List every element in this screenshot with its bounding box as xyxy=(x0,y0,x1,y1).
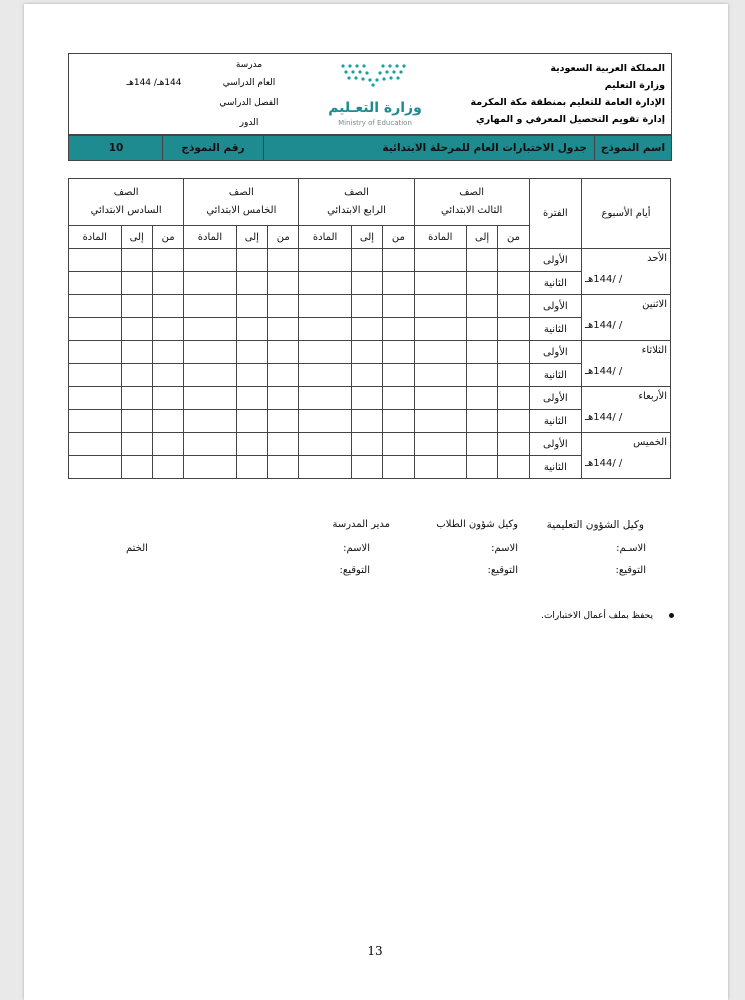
schedule-entry-cell[interactable] xyxy=(466,364,497,387)
principal-title: مدير المدرسة xyxy=(332,519,390,530)
round-label: الدور xyxy=(239,118,259,128)
schedule-entry-cell[interactable] xyxy=(498,433,529,456)
period-cell: الثانية xyxy=(529,456,581,479)
table-row xyxy=(69,318,671,341)
filing-note xyxy=(494,611,674,621)
schedule-entry-cell[interactable] xyxy=(268,387,299,410)
schedule-entry-cell[interactable] xyxy=(152,295,183,318)
schedule-entry-cell[interactable] xyxy=(498,364,529,387)
schedule-entry-cell[interactable] xyxy=(184,364,236,387)
table-row xyxy=(69,272,671,295)
day-cell xyxy=(582,341,671,387)
schedule-entry-cell[interactable] xyxy=(121,364,152,387)
schedule-entry-cell[interactable] xyxy=(184,341,236,364)
academic-deputy-sign-label: التوقيع: xyxy=(615,565,646,576)
schedule-entry-cell[interactable] xyxy=(268,410,299,433)
day-date: / /144هـ xyxy=(585,412,623,423)
schedule-entry-cell[interactable] xyxy=(414,272,466,295)
ministry-heading xyxy=(455,60,665,128)
schedule-entry-cell[interactable] xyxy=(121,249,152,272)
schedule-entry-cell[interactable] xyxy=(69,410,122,433)
schedule-entry-cell[interactable] xyxy=(498,295,529,318)
principal-name-label: الاسم: xyxy=(343,543,370,554)
schedule-entry-cell[interactable] xyxy=(236,295,267,318)
schedule-entry-cell[interactable] xyxy=(414,295,466,318)
schedule-entry-cell[interactable] xyxy=(498,387,529,410)
page-number: 13 xyxy=(367,944,383,958)
from-header: من xyxy=(268,226,299,249)
schedule-entry-cell[interactable] xyxy=(299,456,351,479)
schedule-entry-cell[interactable] xyxy=(498,456,529,479)
schedule-entry-cell[interactable] xyxy=(383,364,414,387)
grade-header xyxy=(299,179,414,226)
schedule-entry-cell[interactable] xyxy=(236,456,267,479)
day-name: الأربعاء xyxy=(638,391,667,402)
grade-header-line1: الصف xyxy=(113,187,139,198)
evaluation-line: إدارة تقويم التحصيل المعرفي و المهاري xyxy=(475,114,665,125)
schedule-entry-cell[interactable] xyxy=(69,433,122,456)
subject-header: المادة xyxy=(184,226,236,249)
schedule-entry-cell[interactable] xyxy=(121,456,152,479)
student-deputy-title: وكيل شؤون الطلاب xyxy=(436,519,518,530)
schedule-entry-cell[interactable] xyxy=(268,249,299,272)
schedule-entry-cell[interactable] xyxy=(69,249,122,272)
form-name-value: جدول الاختبارات العام للمرحلة الابتدائية xyxy=(263,136,595,160)
form-number-value: 10 xyxy=(108,142,124,154)
to-header: إلى xyxy=(121,226,152,249)
schedule-entry-cell[interactable] xyxy=(268,295,299,318)
schedule-entry-cell[interactable] xyxy=(383,272,414,295)
period-cell: الأولى xyxy=(529,433,581,456)
from-header: من xyxy=(498,226,529,249)
grade-header-line2: الرابع الابتدائي xyxy=(327,205,386,216)
schedule-entry-cell[interactable] xyxy=(414,318,466,341)
schedule-entry-cell[interactable] xyxy=(152,249,183,272)
schedule-entry-cell[interactable] xyxy=(466,318,497,341)
stamp-label: الختم xyxy=(126,543,148,554)
directorate-line: الإدارة العامة للتعليم بمنطقة مكة المكرمة xyxy=(470,97,665,108)
year-label: العام الدراسي xyxy=(222,78,276,88)
schedule-entry-cell[interactable] xyxy=(69,295,122,318)
table-row xyxy=(69,249,671,272)
schedule-entry-cell[interactable] xyxy=(351,433,382,456)
grade-header-line1: الصف xyxy=(344,187,369,198)
schedule-entry-cell[interactable] xyxy=(69,318,122,341)
schedule-entry-cell[interactable] xyxy=(299,364,351,387)
schedule-entry-cell[interactable] xyxy=(236,410,267,433)
schedule-entry-cell[interactable] xyxy=(152,456,183,479)
schedule-entry-cell[interactable] xyxy=(383,387,414,410)
principal-sign-label: التوقيع: xyxy=(339,565,370,576)
schedule-entry-cell[interactable] xyxy=(184,272,236,295)
schedule-entry-cell[interactable] xyxy=(268,433,299,456)
day-name: الخميس xyxy=(633,437,667,448)
academic-deputy-name-label: الاسـم: xyxy=(616,543,646,554)
schedule-entry-cell[interactable] xyxy=(498,272,529,295)
schedule-entry-cell[interactable] xyxy=(351,318,382,341)
day-cell xyxy=(582,295,671,341)
schedule-entry-cell[interactable] xyxy=(383,410,414,433)
subject-header: المادة xyxy=(299,226,351,249)
schedule-entry-cell[interactable] xyxy=(152,364,183,387)
days-header: أيام الأسبوع xyxy=(582,179,671,249)
schedule-entry-cell[interactable] xyxy=(121,341,152,364)
schedule-entry-cell[interactable] xyxy=(69,387,122,410)
schedule-entry-cell[interactable] xyxy=(236,318,267,341)
to-header: إلى xyxy=(236,226,267,249)
schedule-entry-cell[interactable] xyxy=(299,341,351,364)
schedule-entry-cell[interactable] xyxy=(351,272,382,295)
year-value: 144هـ/ 144هـ xyxy=(126,78,182,88)
subject-header: المادة xyxy=(69,226,122,249)
schedule-entry-cell[interactable] xyxy=(184,456,236,479)
schedule-entry-cell[interactable] xyxy=(236,249,267,272)
schedule-entry-cell[interactable] xyxy=(121,387,152,410)
schedule-entry-cell[interactable] xyxy=(184,318,236,341)
schedule-entry-cell[interactable] xyxy=(466,295,497,318)
kingdom-line: المملكة العربية السعودية xyxy=(550,63,665,74)
logo-english-text: Ministry of Education xyxy=(338,119,412,127)
schedule-entry-cell[interactable] xyxy=(268,318,299,341)
schedule-entry-cell[interactable] xyxy=(69,272,122,295)
table-row xyxy=(69,456,671,479)
schedule-entry-cell[interactable] xyxy=(69,364,122,387)
schedule-entry-cell[interactable] xyxy=(268,272,299,295)
schedule-entry-cell[interactable] xyxy=(299,295,351,318)
schedule-entry-cell[interactable] xyxy=(69,456,122,479)
schedule-entry-cell[interactable] xyxy=(383,456,414,479)
schedule-entry-cell[interactable] xyxy=(268,341,299,364)
day-cell xyxy=(582,433,671,479)
school-info xyxy=(69,58,299,130)
schedule-entry-cell[interactable] xyxy=(184,295,236,318)
to-header: إلى xyxy=(466,226,497,249)
schedule-entry-cell[interactable] xyxy=(466,272,497,295)
grade-header xyxy=(69,179,184,226)
schedule-entry-cell[interactable] xyxy=(299,433,351,456)
schedule-entry-cell[interactable] xyxy=(152,433,183,456)
from-header: من xyxy=(152,226,183,249)
schedule-entry-cell[interactable] xyxy=(498,249,529,272)
schedule-entry-cell[interactable] xyxy=(268,456,299,479)
table-row xyxy=(69,433,671,456)
day-name: الثلاثاء xyxy=(641,345,667,356)
schedule-entry-cell[interactable] xyxy=(121,318,152,341)
schedule-entry-cell[interactable] xyxy=(184,387,236,410)
schedule-entry-cell[interactable] xyxy=(69,341,122,364)
schedule-entry-cell[interactable] xyxy=(466,249,497,272)
period-header: الفترة xyxy=(529,179,581,249)
period-cell: الثانية xyxy=(529,318,581,341)
schedule-entry-cell[interactable] xyxy=(184,433,236,456)
day-date: / /144هـ xyxy=(585,366,623,377)
schedule-entry-cell[interactable] xyxy=(268,364,299,387)
grade-header xyxy=(414,179,529,226)
schedule-entry-cell[interactable] xyxy=(184,249,236,272)
schedule-entry-cell[interactable] xyxy=(236,364,267,387)
academic-deputy-title: وكيل الشؤون التعليمية xyxy=(546,519,644,531)
subject-header: المادة xyxy=(414,226,466,249)
schedule-entry-cell[interactable] xyxy=(498,318,529,341)
table-row xyxy=(69,387,671,410)
schedule-entry-cell[interactable] xyxy=(184,410,236,433)
schedule-entry-cell[interactable] xyxy=(414,364,466,387)
schedule-entry-cell[interactable] xyxy=(299,387,351,410)
schedule-entry-cell[interactable] xyxy=(236,341,267,364)
schedule-entry-cell[interactable] xyxy=(351,295,382,318)
day-date: / /144هـ xyxy=(585,458,623,469)
schedule-entry-cell[interactable] xyxy=(414,410,466,433)
schedule-entry-cell[interactable] xyxy=(152,387,183,410)
grade-header-line2: الخامس الابتدائي xyxy=(206,205,277,216)
schedule-entry-cell[interactable] xyxy=(152,341,183,364)
schedule-entry-cell[interactable] xyxy=(414,249,466,272)
schedule-entry-cell[interactable] xyxy=(414,341,466,364)
period-cell: الأولى xyxy=(529,387,581,410)
schedule-entry-cell[interactable] xyxy=(121,272,152,295)
grade-header-line1: الصف xyxy=(228,187,254,198)
schedule-entry-cell[interactable] xyxy=(351,341,382,364)
period-cell: الأولى xyxy=(529,341,581,364)
schedule-entry-cell[interactable] xyxy=(236,272,267,295)
schedule-entry-cell[interactable] xyxy=(236,433,267,456)
schedule-entry-cell[interactable] xyxy=(351,387,382,410)
period-cell: الثانية xyxy=(529,410,581,433)
schedule-entry-cell[interactable] xyxy=(466,410,497,433)
period-cell: الأولى xyxy=(529,249,581,272)
table-header-row xyxy=(69,179,671,226)
schedule-entry-cell[interactable] xyxy=(351,249,382,272)
day-cell xyxy=(582,387,671,433)
schedule-entry-cell[interactable] xyxy=(121,410,152,433)
schedule-entry-cell[interactable] xyxy=(121,433,152,456)
schedule-entry-cell[interactable] xyxy=(414,456,466,479)
schedule-entry-cell[interactable] xyxy=(383,433,414,456)
table-row xyxy=(69,341,671,364)
day-cell xyxy=(582,249,671,295)
schedule-entry-cell[interactable] xyxy=(414,433,466,456)
schedule-entry-cell[interactable] xyxy=(466,456,497,479)
to-header: إلى xyxy=(351,226,382,249)
grade-header xyxy=(184,179,299,226)
student-deputy-name-label: الاسم: xyxy=(491,543,518,554)
grade-header-line1: الصف xyxy=(459,187,485,198)
schedule-entry-cell[interactable] xyxy=(299,318,351,341)
schedule-entry-cell[interactable] xyxy=(299,272,351,295)
ministry-logo xyxy=(295,58,445,130)
from-header: من xyxy=(383,226,414,249)
schedule-entry-cell[interactable] xyxy=(121,295,152,318)
term-label: الفصل الدراسي xyxy=(219,98,279,108)
bullet-icon xyxy=(669,613,674,618)
form-header xyxy=(68,53,672,135)
schedule-entry-cell[interactable] xyxy=(236,387,267,410)
schedule-entry-cell[interactable] xyxy=(466,341,497,364)
document-page xyxy=(24,4,728,1000)
schedule-entry-cell[interactable] xyxy=(351,364,382,387)
exam-schedule-table xyxy=(68,178,671,479)
schedule-entry-cell[interactable] xyxy=(498,341,529,364)
ministry-line: وزارة التعليم xyxy=(604,80,665,91)
day-name: الاثنين xyxy=(642,299,667,310)
schedule-entry-cell[interactable] xyxy=(383,295,414,318)
schedule-entry-cell[interactable] xyxy=(383,249,414,272)
day-date: / /144هـ xyxy=(585,274,623,285)
schedule-entry-cell[interactable] xyxy=(383,341,414,364)
schedule-entry-cell[interactable] xyxy=(498,410,529,433)
form-name-label: اسم النموذج xyxy=(594,136,671,160)
period-cell: الثانية xyxy=(529,364,581,387)
schedule-entry-cell[interactable] xyxy=(299,249,351,272)
schedule-entry-cell[interactable] xyxy=(299,410,351,433)
schedule-entry-cell[interactable] xyxy=(466,387,497,410)
table-row xyxy=(69,364,671,387)
schedule-entry-cell[interactable] xyxy=(152,272,183,295)
schedule-entry-cell[interactable] xyxy=(466,433,497,456)
table-row xyxy=(69,410,671,433)
schedule-entry-cell[interactable] xyxy=(152,318,183,341)
table-row xyxy=(69,295,671,318)
day-date: / /144هـ xyxy=(585,320,623,331)
schedule-entry-cell[interactable] xyxy=(152,410,183,433)
form-number-label: رقم النموذج xyxy=(162,136,263,160)
student-deputy-sign-label: التوقيع: xyxy=(487,565,518,576)
school-label: مدرسة xyxy=(235,60,263,70)
filing-note-text: يحفظ بملف أعمال الاختبارات. xyxy=(541,611,653,621)
schedule-entry-cell[interactable] xyxy=(351,456,382,479)
logo-arabic-text: وزارة التعـليم xyxy=(328,100,422,116)
period-cell: الثانية xyxy=(529,272,581,295)
form-title-band xyxy=(68,135,672,161)
schedule-entry-cell[interactable] xyxy=(351,410,382,433)
day-name: الأحد xyxy=(647,253,667,264)
schedule-entry-cell[interactable] xyxy=(383,318,414,341)
grade-header-line2: السادس الابتدائي xyxy=(90,205,162,216)
period-cell: الأولى xyxy=(529,295,581,318)
schedule-entry-cell[interactable] xyxy=(414,387,466,410)
grade-header-line2: الثالث الابتدائي xyxy=(440,205,503,216)
